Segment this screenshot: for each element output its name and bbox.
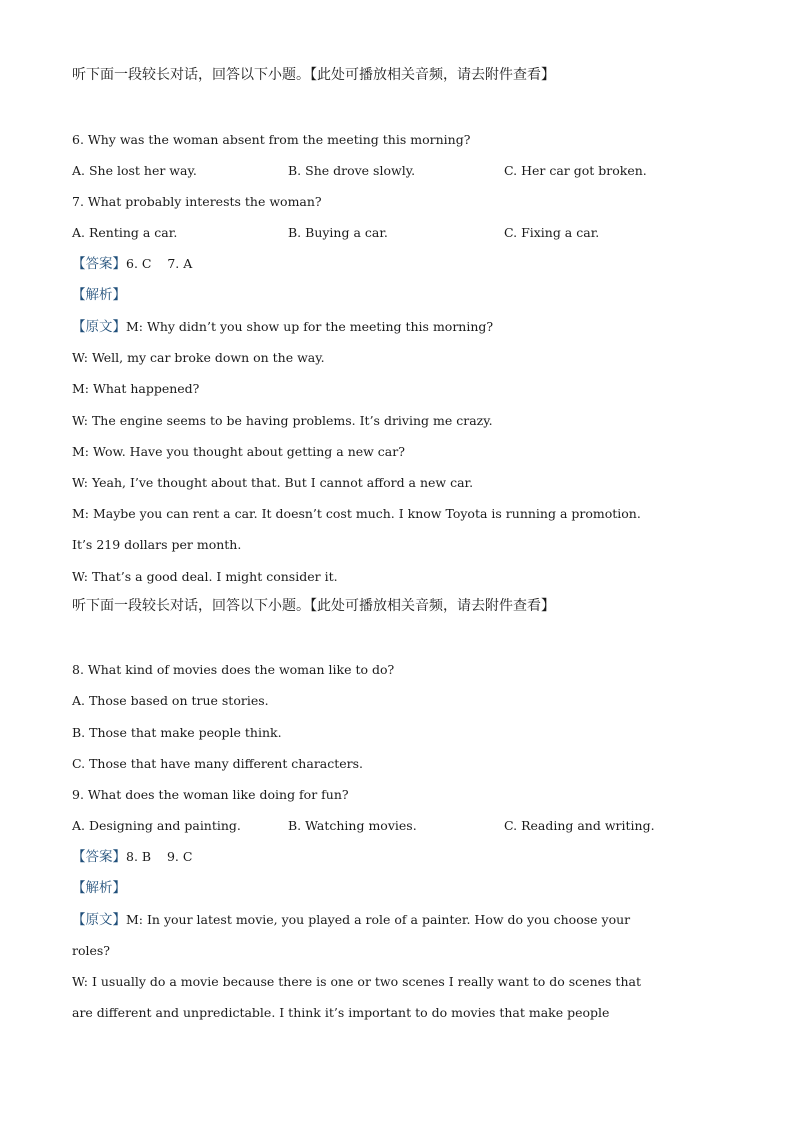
transcript-line: M: What happened? xyxy=(72,381,200,396)
question-8-option-a: A. Those based on true stories. xyxy=(72,693,269,708)
question-6-option-a: A. She lost her way. xyxy=(72,163,197,178)
question-6-option-c: C. Her car got broken. xyxy=(504,163,647,178)
question-6-option-b: B. She drove slowly. xyxy=(288,163,416,178)
question-8-option-c: C. Those that have many different characters. xyxy=(72,756,364,771)
transcript-line: are different and unpredictable. I think it’s important to do movies that make people xyxy=(72,1005,610,1020)
transcript-line: W: I usually do a movie because there is one or two scenes I really want to do scenes that xyxy=(72,974,641,989)
question-9-option-c: C. Reading and writing. xyxy=(504,818,655,833)
transcript-text: M: Why didn’t you show up for the meeting this morning? xyxy=(126,319,494,334)
analysis-tag: 【解析】 xyxy=(72,287,126,303)
transcript-line: W: That’s a good deal. I might consider it. xyxy=(72,569,338,584)
question-8-stem: 8. What kind of movies does the woman like to do? xyxy=(72,662,395,677)
answer-tag: 【答案】 xyxy=(72,256,126,272)
analysis-line xyxy=(72,287,126,303)
question-6-stem: 6. Why was the woman absent from the meeting this morning? xyxy=(72,132,471,147)
listening-instruction: 听下面一段较长对话，回答以下小题。【此处可播放相关音频，请去附件查看】 xyxy=(72,67,555,83)
transcript-line xyxy=(72,912,630,928)
transcript-line: M: Maybe you can rent a car. It doesn’t cost much. I know Toyota is running a promotion. xyxy=(72,506,641,521)
transcript-line: W: Well, my car broke down on the way. xyxy=(72,350,325,365)
question-9-option-a: A. Designing and painting. xyxy=(72,818,241,833)
transcript-line: It’s 219 dollars per month. xyxy=(72,537,242,552)
analysis-line xyxy=(72,880,126,896)
answer-tag: 【答案】 xyxy=(72,849,126,865)
transcript-line: W: The engine seems to be having problems. It’s driving me crazy. xyxy=(72,413,493,428)
transcript-line: M: Wow. Have you thought about getting a new car? xyxy=(72,444,405,459)
transcript-line xyxy=(72,319,493,335)
question-8-option-b: B. Those that make people think. xyxy=(72,725,282,740)
transcript-text: M: In your latest movie, you played a role of a painter. How do you choose your xyxy=(126,912,631,927)
question-7-option-a: A. Renting a car. xyxy=(72,225,178,240)
answer-line xyxy=(72,256,192,272)
analysis-tag: 【解析】 xyxy=(72,880,126,896)
question-9-stem: 9. What does the woman like doing for fun? xyxy=(72,787,349,802)
answer-line xyxy=(72,849,192,865)
question-7-option-b: B. Buying a car. xyxy=(288,225,388,240)
question-7-option-c: C. Fixing a car. xyxy=(504,225,600,240)
transcript-line: W: Yeah, I’ve thought about that. But I cannot afford a new car. xyxy=(72,475,474,490)
answer-text: 8. B 9. C xyxy=(126,849,193,864)
question-7-stem: 7. What probably interests the woman? xyxy=(72,194,322,209)
listening-instruction: 听下面一段较长对话，回答以下小题。【此处可播放相关音频，请去附件查看】 xyxy=(72,598,555,614)
transcript-line: roles? xyxy=(72,943,111,958)
question-9-option-b: B. Watching movies. xyxy=(288,818,417,833)
answer-text: 6. C 7. A xyxy=(126,256,193,271)
original-text-tag: 【原文】 xyxy=(72,319,126,335)
original-text-tag: 【原文】 xyxy=(72,912,126,928)
